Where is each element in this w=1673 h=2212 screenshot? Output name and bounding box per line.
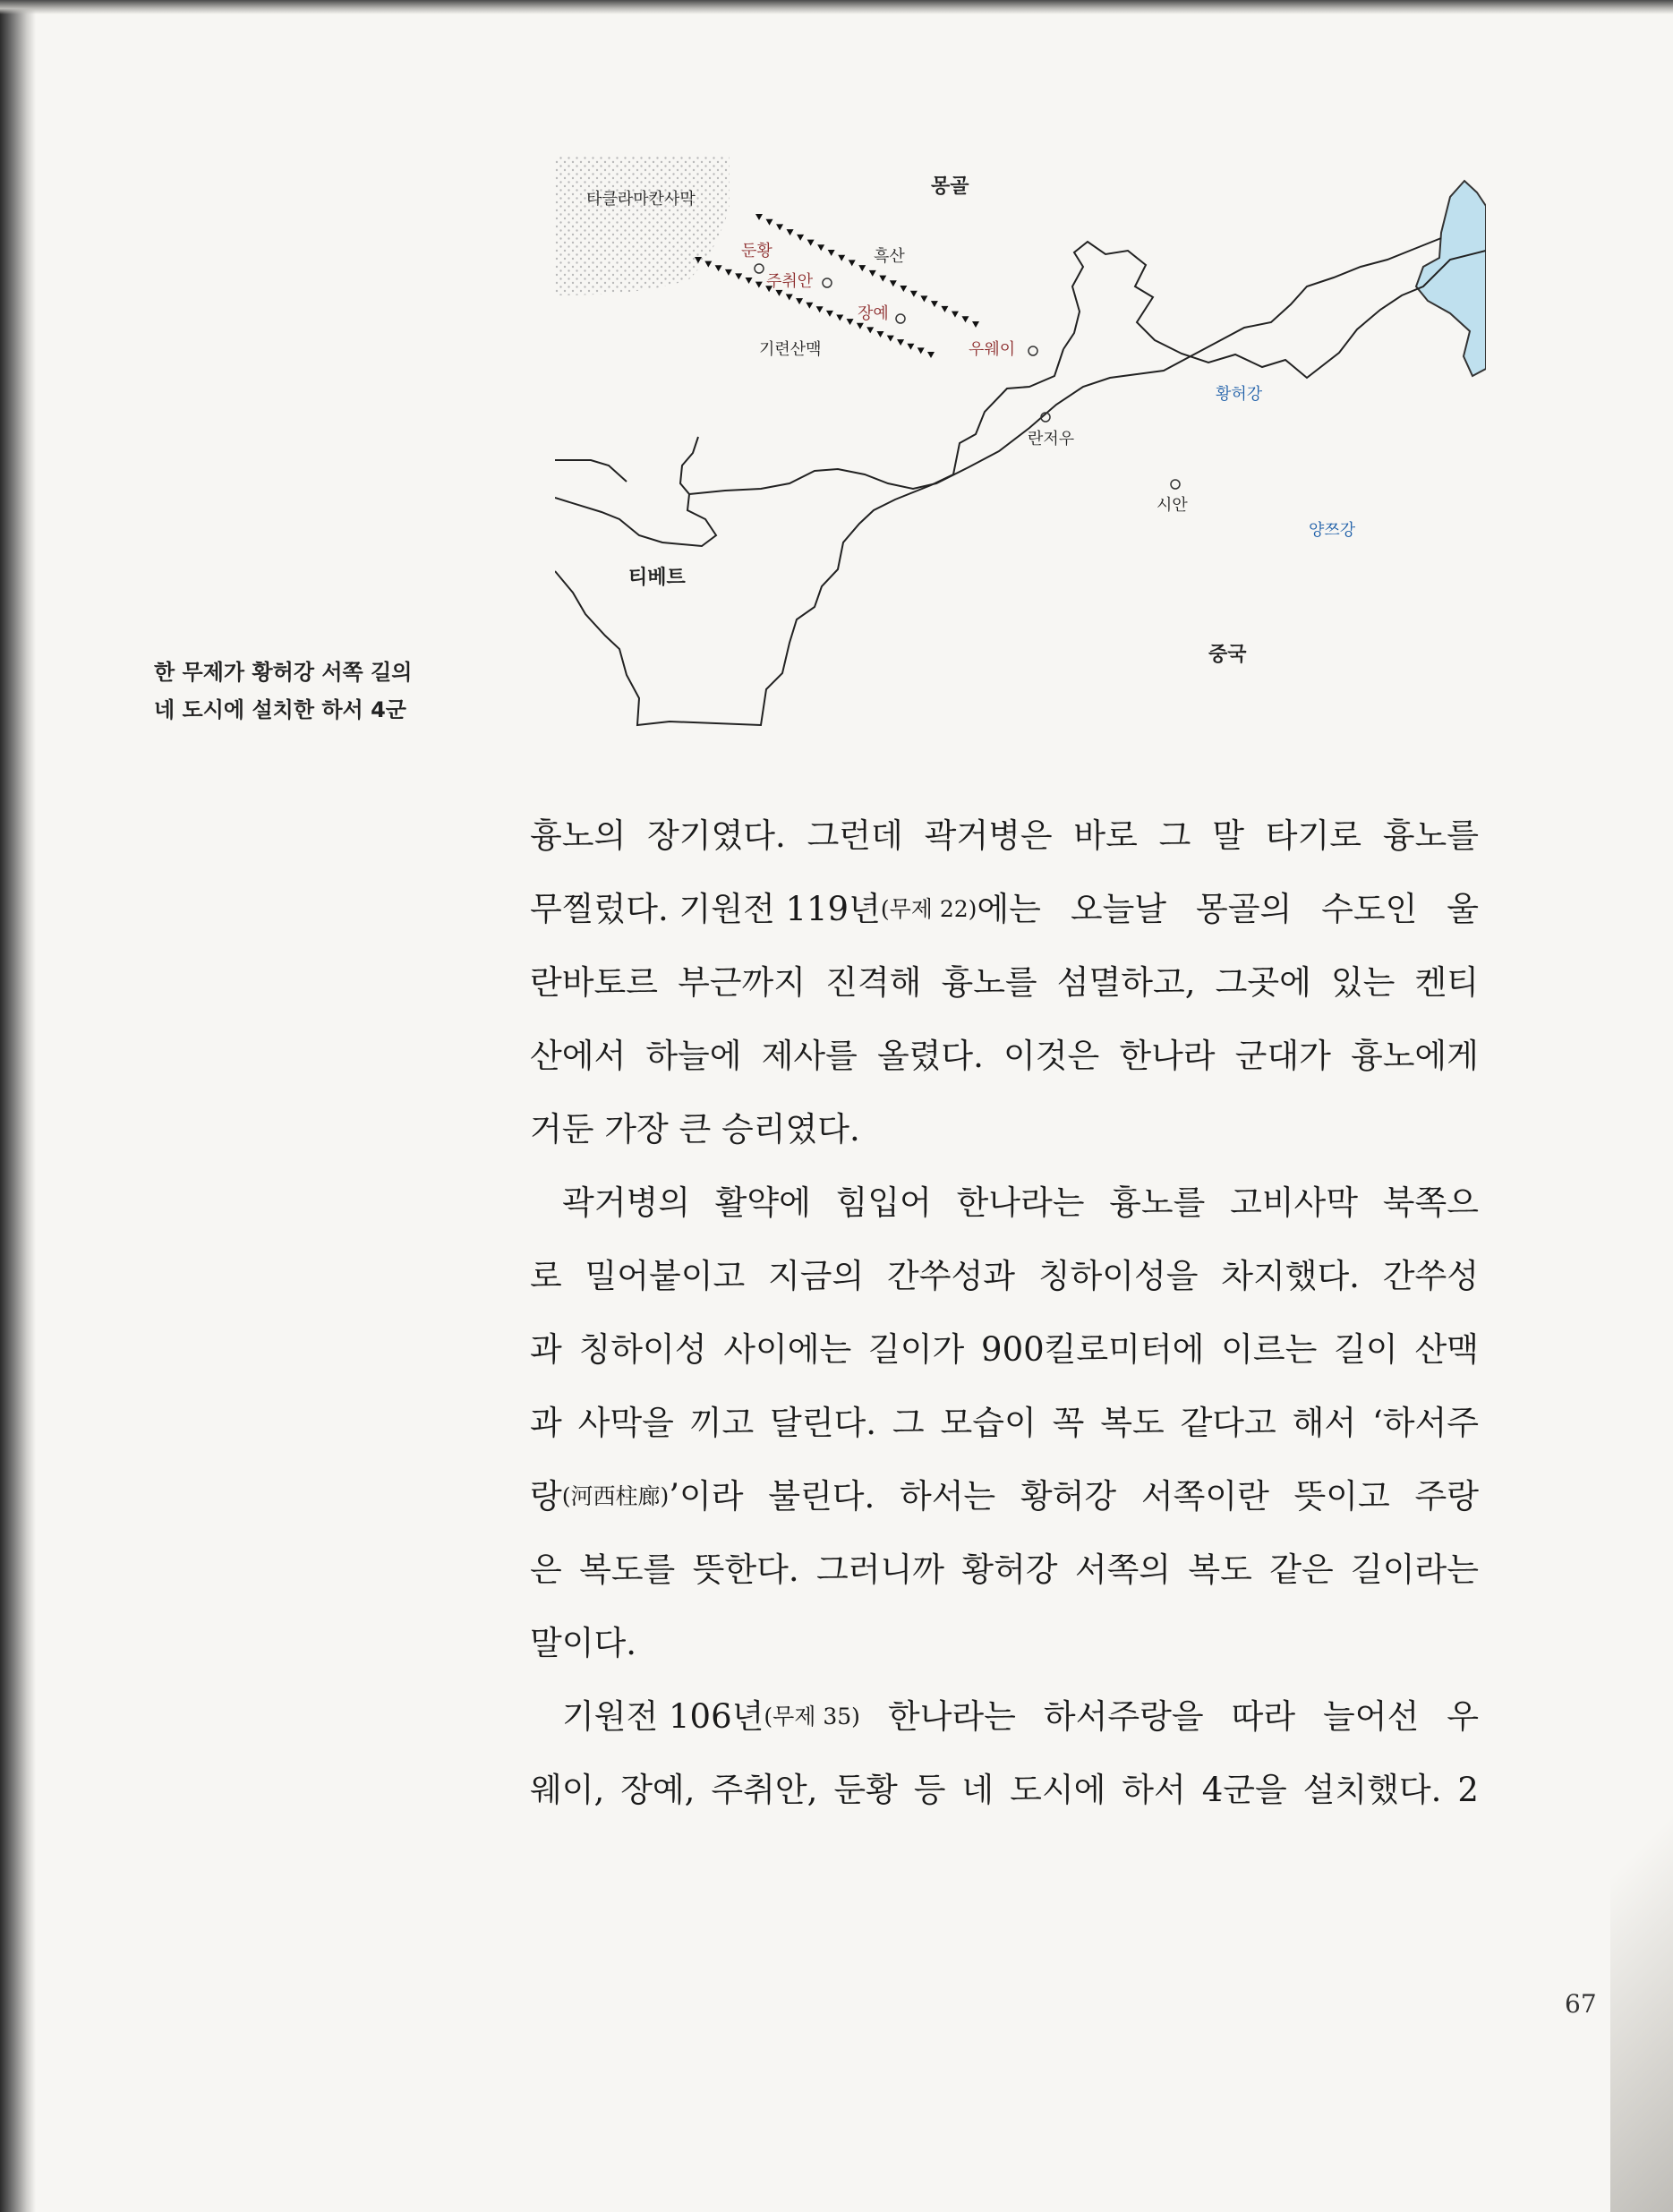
word: 차지했다. [1221, 1257, 1360, 1295]
word: 지금의 [768, 1257, 865, 1295]
mountain-triangle [869, 270, 876, 277]
word: 간쑤성과 [887, 1257, 1015, 1295]
china-border-line [555, 349, 1063, 725]
mountain-triangle [961, 316, 969, 322]
mountain-triangle [746, 278, 753, 284]
label-yangtze: 양쯔강 [1309, 521, 1356, 540]
mountain-triangle [766, 219, 773, 226]
page-top-shadow [0, 0, 1673, 14]
word: 복도를 [579, 1550, 676, 1589]
word: 곽거병의 [562, 1183, 690, 1222]
word: 은 [530, 1550, 562, 1589]
word: 활약에 [714, 1183, 811, 1222]
word: 흉노를 [1382, 816, 1479, 855]
word: 900킬로미터에 [981, 1330, 1205, 1369]
text-line [530, 1387, 1479, 1460]
label-lanzhou: 란저우 [1028, 430, 1075, 448]
mountain-triangle [952, 312, 959, 318]
word: 웨이, [530, 1771, 605, 1809]
word: 도시에 [1010, 1771, 1106, 1809]
word: 흉노의 [530, 816, 627, 855]
lake-water [1416, 181, 1486, 376]
mountain-triangle [927, 352, 935, 358]
text-segment-small: (河西柱廊) [561, 1483, 670, 1509]
word: 켄티 [1414, 963, 1479, 1002]
mountain-triangle [797, 235, 804, 241]
word: 산에서 [530, 1037, 627, 1075]
word: 서쪽의 [1074, 1550, 1172, 1589]
word: 길이가 [868, 1330, 965, 1369]
word: 장기였다. [647, 816, 786, 855]
mountain-triangle [866, 327, 874, 333]
mountain-triangle [836, 315, 843, 321]
map-caption [154, 653, 530, 729]
text-segment: ’이라 불린다. 하서는 황허강 서쪽이란 뜻이고 주랑 [669, 1477, 1479, 1516]
mountain-triangle [900, 286, 907, 292]
label-taklamakan: 타클라마칸사막 [586, 190, 696, 209]
text-line [530, 1754, 1479, 1827]
word: 타기로 [1265, 816, 1361, 855]
mountain-triangle [918, 347, 925, 354]
mountain-triangle [890, 280, 897, 286]
word: 란바토르 [530, 963, 658, 1002]
word: 말 [1212, 816, 1244, 855]
mountain-triangle [847, 319, 854, 325]
mountain-triangle [887, 336, 894, 342]
mountain-triangle [931, 301, 938, 307]
text-segment-small: (무제 35) [764, 1704, 860, 1729]
text-line [530, 1240, 1479, 1313]
word: 고비사막 [1230, 1183, 1359, 1222]
text-line [530, 946, 1479, 1020]
text-line [530, 1020, 1479, 1093]
mountain-triangle [920, 295, 927, 302]
word: 사막을 [577, 1404, 674, 1442]
hexi-corridor-map [555, 152, 1486, 734]
word: 복도 [1188, 1550, 1252, 1589]
word: 뜻한다. [692, 1550, 799, 1589]
taklamakan-desert-area [555, 156, 730, 295]
word: 로 [530, 1257, 562, 1295]
word: 네 [961, 1771, 994, 1809]
label-china: 중국 [1208, 644, 1247, 666]
word: 4군을 [1201, 1771, 1287, 1809]
word: 둔황 [833, 1771, 898, 1809]
city-marker-jiuquan [823, 278, 832, 287]
word: 과 [530, 1404, 562, 1442]
word: 같은 [1269, 1550, 1334, 1589]
city-marker-xian [1171, 480, 1180, 489]
caption-line-1: 한 무제가 황허강 서쪽 길의 [154, 660, 413, 685]
inner-border-line [555, 437, 716, 546]
mountain-triangle [941, 306, 948, 312]
label-jiuquan: 주취안 [766, 272, 814, 291]
word: 그 [892, 1404, 925, 1442]
word: ‘하서주 [1372, 1404, 1479, 1442]
text-line [530, 1313, 1479, 1387]
mountain-triangle [715, 265, 722, 271]
label-dunhuang: 둔황 [741, 242, 772, 260]
coast-line-3 [555, 460, 627, 482]
text-line [530, 1093, 1479, 1166]
qilian-mountain-symbols [695, 214, 979, 358]
word: 하늘에 [645, 1037, 742, 1075]
word: 북쪽으 [1382, 1183, 1479, 1222]
word: 흉노를 [1109, 1183, 1206, 1222]
word: 간쑤성 [1382, 1257, 1479, 1295]
text-segment: 랑 [530, 1477, 562, 1516]
mountain-triangle [817, 244, 824, 251]
page-binding-shadow [0, 0, 36, 2212]
word: 칭하이성을 [1037, 1257, 1199, 1295]
word: 한나라는 [956, 1183, 1085, 1222]
word: 밀어붙이고 [585, 1257, 746, 1295]
word: 제사를 [761, 1037, 858, 1075]
word: 한나라 [1119, 1037, 1216, 1075]
city-marker-zhangye [896, 314, 905, 323]
word: 길이라는 [1351, 1550, 1479, 1589]
word: 바로 [1073, 816, 1138, 855]
word: 이르는 [1221, 1330, 1318, 1369]
word: 진격해 [825, 963, 922, 1002]
word: 섬멸하고, [1056, 963, 1196, 1002]
word: 장예, [620, 1771, 696, 1809]
mongolia-border-line [1063, 242, 1486, 378]
text-segment: 무찔렀다. 기원전 119년 [530, 890, 881, 928]
word: 올렸다. [876, 1037, 984, 1075]
word: 흉노에게 [1350, 1037, 1479, 1075]
word: 꼭 [1052, 1404, 1085, 1442]
label-tibet: 티베트 [628, 567, 686, 589]
mountain-triangle [755, 282, 763, 288]
word: 그곳에 [1215, 963, 1311, 1002]
page-number: 67 [1565, 1989, 1597, 2019]
mountain-triangle [876, 331, 883, 337]
word: 산맥 [1414, 1330, 1479, 1369]
label-mongolia: 몽골 [931, 175, 969, 198]
word: 부근까지 [678, 963, 807, 1002]
mountain-triangle [776, 224, 783, 230]
word: 칭하이성 [578, 1330, 707, 1369]
mountain-triangle [796, 298, 803, 304]
mountain-triangle [807, 240, 815, 246]
word: 과 [530, 1330, 562, 1369]
mountain-triangle [786, 294, 793, 300]
mountain-triangle [857, 323, 864, 329]
label-yellow-river: 황허강 [1216, 385, 1263, 404]
text-segment: 에는 오늘날 몽골의 수도인 울 [977, 890, 1479, 928]
text-line [530, 1460, 1479, 1533]
text-segment: 기원전 106년 [562, 1697, 764, 1736]
word: 하서 [1122, 1771, 1186, 1809]
word: 길이 [1334, 1330, 1398, 1369]
text-line [530, 799, 1479, 873]
mountain-triangle [806, 303, 813, 309]
text-line [530, 1680, 1479, 1754]
word: 군대가 [1234, 1037, 1331, 1075]
word: 그러니까 [815, 1550, 944, 1589]
word: 사이에는 [723, 1330, 852, 1369]
label-xian: 시안 [1157, 496, 1188, 515]
mountain-triangle [787, 229, 794, 235]
mountain-triangle [897, 339, 904, 346]
label-heishan: 흑산 [874, 247, 905, 266]
mountain-triangle [972, 321, 979, 328]
text-segment: 말이다. [530, 1624, 636, 1662]
text-line [530, 1533, 1479, 1607]
word: 흉노를 [941, 963, 1037, 1002]
word: 주취안, [711, 1771, 818, 1809]
word: 해서 [1292, 1404, 1357, 1442]
text-segment-small: (무제 22) [880, 896, 977, 922]
mountain-triangle [816, 306, 824, 312]
page-edge-curl [1610, 1611, 1673, 2212]
mountain-triangle [755, 214, 763, 220]
word: 이것은 [1003, 1037, 1100, 1075]
text-line [530, 873, 1479, 946]
body-text [530, 799, 1479, 1827]
label-zhangye: 장예 [858, 304, 889, 323]
mountain-triangle [858, 265, 866, 271]
word: 있는 [1330, 963, 1396, 1002]
word: 황허강 [961, 1550, 1058, 1589]
label-wuwei: 우웨이 [969, 340, 1016, 359]
text-line [530, 1166, 1479, 1240]
label-qilian: 기련산맥 [759, 340, 822, 359]
caption-line-2: 네 도시에 설치한 하서 4군 [154, 697, 406, 722]
word: 2 [1457, 1771, 1479, 1809]
mountain-triangle [826, 311, 833, 317]
word: 설치했다. [1302, 1771, 1442, 1809]
city-marker-dunhuang [755, 264, 764, 273]
mountain-triangle [910, 291, 918, 297]
mountain-triangle [735, 273, 742, 279]
word: 모습이 [940, 1404, 1037, 1442]
word: 그런데 [807, 816, 903, 855]
mountain-triangle [704, 261, 712, 268]
word: 복도 [1100, 1404, 1165, 1442]
word: 달린다. [770, 1404, 877, 1442]
mountain-triangle [849, 260, 856, 266]
word: 등 [913, 1771, 946, 1809]
word: 끼고 [689, 1404, 755, 1442]
text-line [530, 1607, 1479, 1680]
word: 곽거병은 [924, 816, 1053, 855]
word: 힘입어 [835, 1183, 932, 1222]
city-marker-wuwei [1029, 346, 1037, 355]
mountain-triangle [879, 276, 886, 282]
word: 같다고 [1180, 1404, 1276, 1442]
mountain-triangle [828, 250, 835, 256]
mountain-triangle [725, 269, 732, 276]
text-segment: 한나라는 하서주랑을 따라 늘어선 우 [859, 1697, 1479, 1736]
mountain-triangle [838, 255, 845, 261]
text-segment: 거둔 가장 큰 승리였다. [530, 1110, 860, 1149]
mountain-triangle [907, 344, 914, 350]
word: 그 [1158, 816, 1191, 855]
